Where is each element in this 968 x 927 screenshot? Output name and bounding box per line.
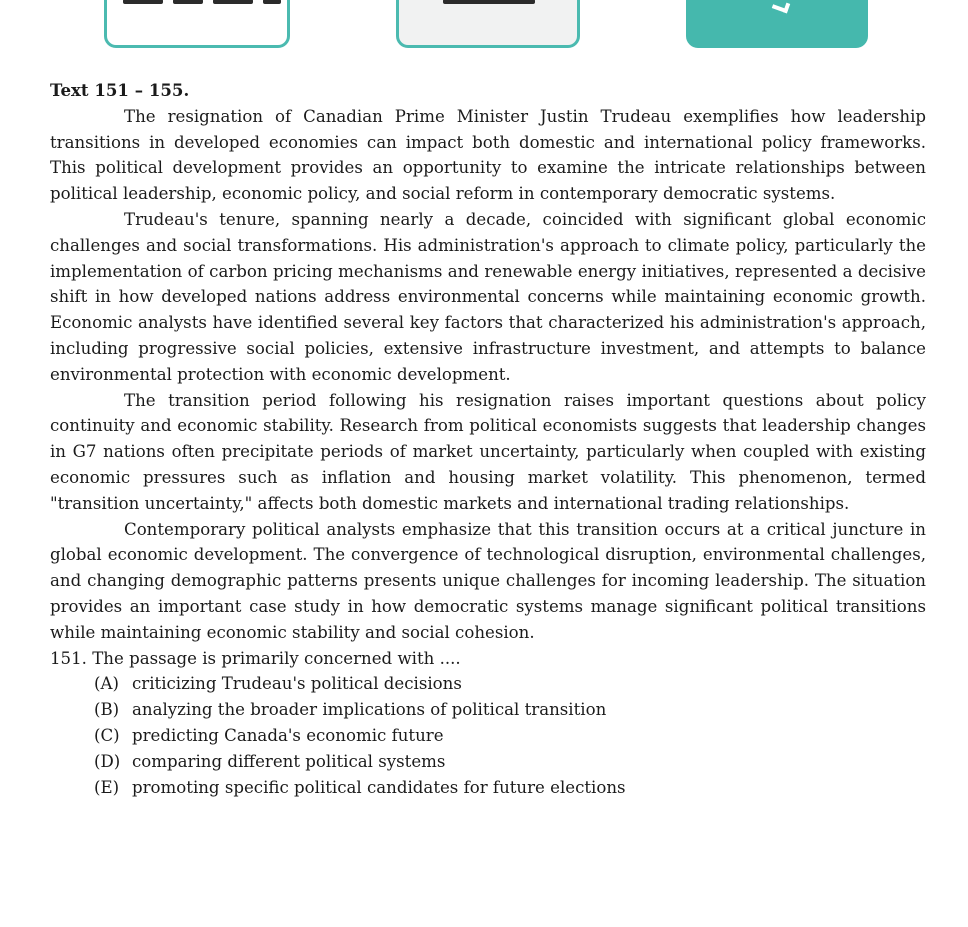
option-letter: (C) <box>94 725 120 745</box>
reading-document <box>50 78 926 800</box>
option-text: promoting specific political candidates for future elections <box>132 777 626 797</box>
tab-left-glyph <box>213 0 253 4</box>
answer-option-e[interactable] <box>94 775 926 801</box>
answer-option-c[interactable] <box>94 723 926 749</box>
passage-paragraph-2: Trudeau's tenure, spanning nearly a decade, coincided with significant global economic challenges and social transformations. His administration's approach to climate policy, particularly the implementation of carbon pricing mechanisms and renewable energy initiatives, represented a decisive shift in how developed nations address environmental concerns while maintaining economic growth. Economic analysts have identified several key factors that characterized his administration's approach, including progressive social policies, extensive infrastructure investment, and attempts to balance environmental protection with economic development. <box>50 209 926 384</box>
option-text: predicting Canada's economic future <box>132 725 444 745</box>
answer-option-a[interactable] <box>94 671 926 697</box>
answer-options <box>50 671 926 800</box>
tab-left-glyph <box>173 0 203 4</box>
question-stem: The passage is primarily concerned with .... <box>92 648 461 668</box>
option-text: analyzing the broader implications of political transition <box>132 700 607 720</box>
option-letter: (A) <box>94 674 119 694</box>
answer-option-d[interactable] <box>94 749 926 775</box>
tab-left-glyph <box>263 0 281 4</box>
nav-tab-middle[interactable] <box>396 0 580 48</box>
passage-paragraph-3: The transition period following his resignation raises important questions about policy continuity and economic stability. Research from political economists suggests that leadership changes in G7 nations often precipitate periods of market uncertainty, particularly when coupled with existing economic pressures such as inflation and housing market volatility. This phenomenon, termed "transition uncertainty," affects both domestic markets and international trading relationships. <box>50 390 926 513</box>
option-text: comparing different political systems <box>132 751 446 771</box>
option-letter: (E) <box>94 777 120 797</box>
nav-tab-right-active[interactable] <box>686 0 868 48</box>
check-icon <box>772 0 790 13</box>
tab-left-glyph <box>123 0 163 4</box>
nav-tab-left[interactable] <box>104 0 290 48</box>
option-text: criticizing Trudeau's political decisions <box>132 674 462 694</box>
answer-option-b[interactable] <box>94 697 926 723</box>
option-letter: (B) <box>94 700 120 720</box>
passage-paragraph-1: The resignation of Canadian Prime Minister Justin Trudeau exemplifies how leadership transitions in developed economies can impact both domestic and international policy frameworks. This political development provides an opportunity to examine the intricate relationships between political leadership, economic policy, and social reform in contemporary democratic systems. <box>50 106 926 204</box>
section-heading: Text 151 – 155. <box>50 80 190 100</box>
passage-paragraph-4: Contemporary political analysts emphasize that this transition occurs at a critical juncture in global economic development. The convergence of technological disruption, environmental challenges, and changing demographic patterns presents unique challenges for incoming leadership. The situation provides an important case study in how democratic systems manage significant political transitions while maintaining economic stability and social cohesion. <box>50 519 926 642</box>
question-number: 151. <box>50 648 87 668</box>
option-letter: (D) <box>94 751 121 771</box>
tab-middle-glyph <box>443 0 535 4</box>
question-151 <box>50 646 926 672</box>
